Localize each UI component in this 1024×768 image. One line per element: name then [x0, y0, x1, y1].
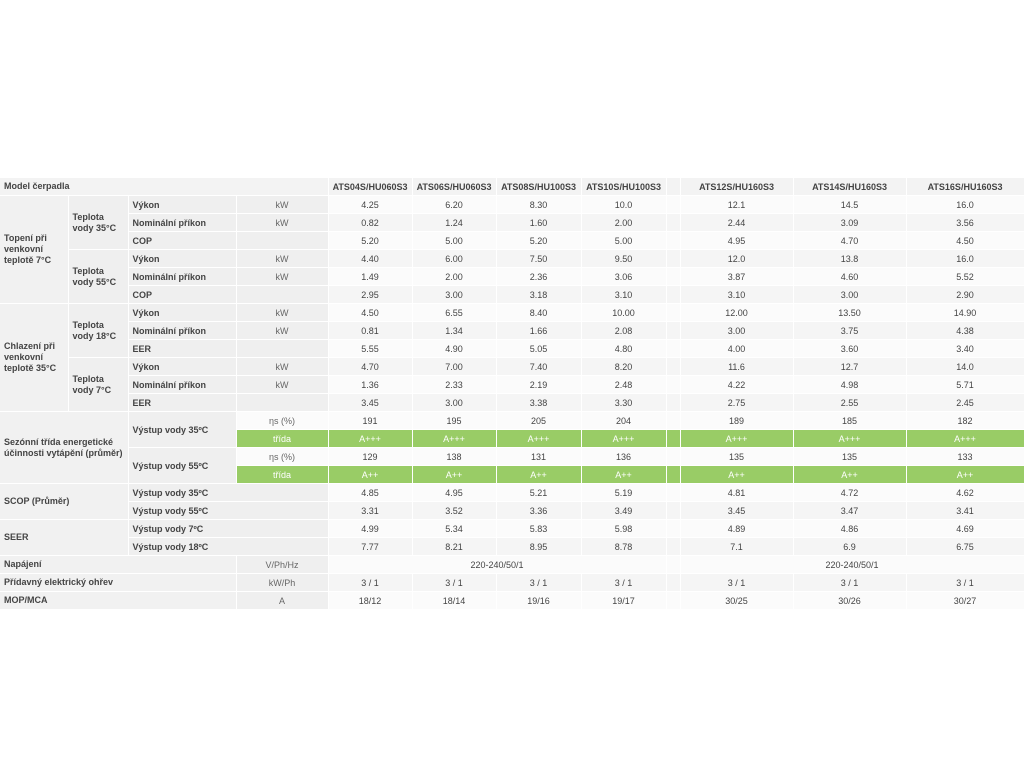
value-cell: A++ — [412, 466, 496, 484]
model-header-label: Model čerpadla — [0, 178, 328, 196]
value-cell: 131 — [496, 448, 581, 466]
value-cell: 2.45 — [906, 394, 1024, 412]
value-cell: 19/17 — [581, 592, 666, 610]
column-gap — [666, 232, 680, 250]
unit-label: kW — [236, 304, 328, 322]
unit-label: kW — [236, 250, 328, 268]
param-label: EER — [128, 340, 236, 358]
value-cell: 1.60 — [496, 214, 581, 232]
table-row — [0, 484, 1024, 502]
value-cell: 1.24 — [412, 214, 496, 232]
water-outlet-label: Výstup vody 35ºC — [128, 412, 236, 448]
unit-label: kW — [236, 196, 328, 214]
value-cell: 6.00 — [412, 250, 496, 268]
efficiency-unit: ηs (%) — [236, 412, 328, 430]
value-cell: 2.75 — [680, 394, 793, 412]
water-temp-label: Teplota vody 18°C — [68, 304, 128, 358]
value-cell: 135 — [680, 448, 793, 466]
value-cell: 5.05 — [496, 340, 581, 358]
value-cell: 4.95 — [412, 484, 496, 502]
unit-label: kW — [236, 358, 328, 376]
value-cell: 182 — [906, 412, 1024, 430]
value-cell: 8.20 — [581, 358, 666, 376]
value-cell: 3.45 — [328, 394, 412, 412]
value-cell: 7.77 — [328, 538, 412, 556]
unit-label: kW — [236, 376, 328, 394]
water-outlet-label: Výstup vody 55ºC — [128, 448, 236, 484]
value-cell: 3.41 — [906, 502, 1024, 520]
spec-table — [0, 178, 1024, 610]
value-cell: 5.00 — [581, 232, 666, 250]
energy-class-label: třída — [236, 430, 328, 448]
value-cell: 5.20 — [328, 232, 412, 250]
column-gap — [666, 412, 680, 430]
table-row — [0, 556, 1024, 574]
value-cell: 3 / 1 — [581, 574, 666, 592]
table-row — [0, 502, 1024, 520]
value-cell: 3.52 — [412, 502, 496, 520]
model-header: ATS14S/HU160S3 — [793, 178, 906, 196]
value-cell: 10.0 — [581, 196, 666, 214]
column-gap — [666, 592, 680, 610]
value-cell: 8.21 — [412, 538, 496, 556]
value-cell: 30/26 — [793, 592, 906, 610]
value-cell: 4.98 — [793, 376, 906, 394]
value-cell: 7.00 — [412, 358, 496, 376]
water-temp-label: Teplota vody 35°C — [68, 196, 128, 250]
value-cell: 3 / 1 — [680, 574, 793, 592]
param-label: Výkon — [128, 250, 236, 268]
heater-label: Přídavný elektrický ohřev — [0, 574, 236, 592]
value-cell: A+++ — [680, 430, 793, 448]
model-header: ATS06S/HU060S3 — [412, 178, 496, 196]
value-cell: 2.08 — [581, 322, 666, 340]
value-cell: 3 / 1 — [328, 574, 412, 592]
param-label: Výkon — [128, 358, 236, 376]
value-cell: 204 — [581, 412, 666, 430]
column-gap — [666, 286, 680, 304]
table-row — [0, 520, 1024, 538]
value-cell: 2.55 — [793, 394, 906, 412]
value-cell: 1.34 — [412, 322, 496, 340]
column-gap — [666, 538, 680, 556]
value-cell: 4.89 — [680, 520, 793, 538]
scop-group-label: SCOP (Průměr) — [0, 484, 128, 520]
value-cell: 4.90 — [412, 340, 496, 358]
value-cell: 3.00 — [412, 394, 496, 412]
value-cell: 4.62 — [906, 484, 1024, 502]
unit-label: kW/Ph — [236, 574, 328, 592]
param-label: Nominální příkon — [128, 322, 236, 340]
column-gap — [666, 376, 680, 394]
value-cell: A+++ — [328, 430, 412, 448]
value-cell: 4.81 — [680, 484, 793, 502]
power-supply-label: Napájení — [0, 556, 236, 574]
power-value-left: 220-240/50/1 — [328, 556, 666, 574]
value-cell: 5.52 — [906, 268, 1024, 286]
column-gap — [666, 250, 680, 268]
efficiency-unit: ηs (%) — [236, 448, 328, 466]
value-cell: 0.82 — [328, 214, 412, 232]
value-cell: 4.70 — [328, 358, 412, 376]
unit-label: kW — [236, 322, 328, 340]
value-cell: 2.00 — [581, 214, 666, 232]
value-cell: 2.95 — [328, 286, 412, 304]
value-cell: 8.78 — [581, 538, 666, 556]
value-cell: 191 — [328, 412, 412, 430]
table-row — [0, 358, 1024, 376]
value-cell: 19/16 — [496, 592, 581, 610]
value-cell: 2.48 — [581, 376, 666, 394]
water-temp-label: Teplota vody 7°C — [68, 358, 128, 412]
unit-label: kW — [236, 268, 328, 286]
column-gap — [666, 178, 680, 196]
unit-label: A — [236, 592, 328, 610]
table-row — [0, 574, 1024, 592]
table-row — [0, 448, 1024, 466]
value-cell: 10.00 — [581, 304, 666, 322]
value-cell: 13.8 — [793, 250, 906, 268]
value-cell: 185 — [793, 412, 906, 430]
power-value-right: 220-240/50/1 — [680, 556, 1024, 574]
value-cell: 3.00 — [412, 286, 496, 304]
unit-label: kW — [236, 214, 328, 232]
column-gap — [666, 466, 680, 484]
value-cell: 1.66 — [496, 322, 581, 340]
value-cell: 2.90 — [906, 286, 1024, 304]
column-gap — [666, 358, 680, 376]
value-cell: 18/12 — [328, 592, 412, 610]
value-cell: A++ — [906, 466, 1024, 484]
table-row — [0, 412, 1024, 430]
value-cell: 3.06 — [581, 268, 666, 286]
model-header: ATS12S/HU160S3 — [680, 178, 793, 196]
value-cell: A+++ — [581, 430, 666, 448]
table-row — [0, 394, 1024, 412]
value-cell: 1.49 — [328, 268, 412, 286]
value-cell: 3.87 — [680, 268, 793, 286]
value-cell: 3.38 — [496, 394, 581, 412]
value-cell: 14.0 — [906, 358, 1024, 376]
column-gap — [666, 394, 680, 412]
value-cell: A++ — [680, 466, 793, 484]
table-row — [0, 286, 1024, 304]
value-cell: 16.0 — [906, 250, 1024, 268]
value-cell: 3.00 — [793, 286, 906, 304]
value-cell: 2.19 — [496, 376, 581, 394]
param-label: Výstup vody 55ºC — [128, 502, 328, 520]
value-cell: 189 — [680, 412, 793, 430]
param-label: Výstup vody 7ºC — [128, 520, 328, 538]
column-gap — [666, 340, 680, 358]
value-cell: 2.44 — [680, 214, 793, 232]
value-cell: A++ — [496, 466, 581, 484]
unit-label — [236, 340, 328, 358]
value-cell: 3.40 — [906, 340, 1024, 358]
value-cell: 7.40 — [496, 358, 581, 376]
column-gap — [666, 322, 680, 340]
value-cell: 3 / 1 — [412, 574, 496, 592]
value-cell: 12.00 — [680, 304, 793, 322]
value-cell: 5.21 — [496, 484, 581, 502]
value-cell: 3.36 — [496, 502, 581, 520]
value-cell: 2.36 — [496, 268, 581, 286]
table-row — [0, 304, 1024, 322]
value-cell: 7.50 — [496, 250, 581, 268]
unit-label — [236, 394, 328, 412]
value-cell: 3.10 — [581, 286, 666, 304]
value-cell: 4.22 — [680, 376, 793, 394]
value-cell: 5.55 — [328, 340, 412, 358]
value-cell: A+++ — [793, 430, 906, 448]
value-cell: 4.40 — [328, 250, 412, 268]
value-cell: 4.50 — [906, 232, 1024, 250]
column-gap — [666, 502, 680, 520]
value-cell: 5.98 — [581, 520, 666, 538]
value-cell: 3 / 1 — [906, 574, 1024, 592]
value-cell: 133 — [906, 448, 1024, 466]
value-cell: 3.56 — [906, 214, 1024, 232]
value-cell: 11.6 — [680, 358, 793, 376]
param-label: Výkon — [128, 304, 236, 322]
value-cell: 3.10 — [680, 286, 793, 304]
param-label: EER — [128, 394, 236, 412]
column-gap — [666, 520, 680, 538]
value-cell: 5.20 — [496, 232, 581, 250]
param-label: Výstup vody 18ºC — [128, 538, 328, 556]
value-cell: 6.20 — [412, 196, 496, 214]
value-cell: 3.75 — [793, 322, 906, 340]
column-gap — [666, 448, 680, 466]
value-cell: 2.33 — [412, 376, 496, 394]
value-cell: 8.40 — [496, 304, 581, 322]
value-cell: 4.85 — [328, 484, 412, 502]
value-cell: 30/27 — [906, 592, 1024, 610]
value-cell: 6.75 — [906, 538, 1024, 556]
value-cell: 3.49 — [581, 502, 666, 520]
value-cell: 5.34 — [412, 520, 496, 538]
value-cell: 3.31 — [328, 502, 412, 520]
value-cell: 8.95 — [496, 538, 581, 556]
value-cell: 6.55 — [412, 304, 496, 322]
value-cell: 3.30 — [581, 394, 666, 412]
table-row — [0, 340, 1024, 358]
unit-label: V/Ph/Hz — [236, 556, 328, 574]
value-cell: 4.86 — [793, 520, 906, 538]
param-label: COP — [128, 232, 236, 250]
value-cell: 5.00 — [412, 232, 496, 250]
value-cell: 4.70 — [793, 232, 906, 250]
model-header: ATS16S/HU160S3 — [906, 178, 1024, 196]
heating-group-label: Topení při venkovní teplotě 7°C — [0, 196, 68, 304]
value-cell: 3 / 1 — [496, 574, 581, 592]
param-label: COP — [128, 286, 236, 304]
column-gap — [666, 574, 680, 592]
value-cell: A+++ — [906, 430, 1024, 448]
value-cell: 3.18 — [496, 286, 581, 304]
model-header: ATS04S/HU060S3 — [328, 178, 412, 196]
value-cell: 4.72 — [793, 484, 906, 502]
value-cell: 4.25 — [328, 196, 412, 214]
cooling-group-label: Chlazení při venkovní teplotě 35°C — [0, 304, 68, 412]
value-cell: 5.83 — [496, 520, 581, 538]
value-cell: A++ — [581, 466, 666, 484]
value-cell: 12.7 — [793, 358, 906, 376]
value-cell: 4.50 — [328, 304, 412, 322]
column-gap — [666, 304, 680, 322]
water-temp-label: Teplota vody 55°C — [68, 250, 128, 304]
table-row — [0, 232, 1024, 250]
param-label: Výkon — [128, 196, 236, 214]
value-cell: 129 — [328, 448, 412, 466]
table-row — [0, 322, 1024, 340]
column-gap — [666, 484, 680, 502]
value-cell: 14.5 — [793, 196, 906, 214]
value-cell: 12.1 — [680, 196, 793, 214]
value-cell: 18/14 — [412, 592, 496, 610]
column-gap — [666, 556, 680, 574]
table-row — [0, 592, 1024, 610]
value-cell: 8.30 — [496, 196, 581, 214]
value-cell: 135 — [793, 448, 906, 466]
column-gap — [666, 268, 680, 286]
value-cell: 4.95 — [680, 232, 793, 250]
table-row — [0, 250, 1024, 268]
value-cell: 4.60 — [793, 268, 906, 286]
table-row — [0, 268, 1024, 286]
param-label: Nominální příkon — [128, 376, 236, 394]
table-row — [0, 376, 1024, 394]
value-cell: 136 — [581, 448, 666, 466]
param-label: Výstup vody 35ºC — [128, 484, 328, 502]
value-cell: 3.09 — [793, 214, 906, 232]
model-header: ATS10S/HU100S3 — [581, 178, 666, 196]
value-cell: 16.0 — [906, 196, 1024, 214]
value-cell: 12.0 — [680, 250, 793, 268]
value-cell: 2.00 — [412, 268, 496, 286]
value-cell: 0.81 — [328, 322, 412, 340]
param-label: Nominální příkon — [128, 268, 236, 286]
seasonal-group-label: Sezónní třída energetické účinnosti vytápění (průměr) — [0, 412, 128, 484]
value-cell: 13.50 — [793, 304, 906, 322]
value-cell: 195 — [412, 412, 496, 430]
value-cell: 4.80 — [581, 340, 666, 358]
value-cell: 14.90 — [906, 304, 1024, 322]
value-cell: 30/25 — [680, 592, 793, 610]
value-cell: 9.50 — [581, 250, 666, 268]
unit-label — [236, 232, 328, 250]
table-row — [0, 538, 1024, 556]
value-cell: 3.47 — [793, 502, 906, 520]
table-row — [0, 214, 1024, 232]
value-cell: 4.00 — [680, 340, 793, 358]
param-label: Nominální příkon — [128, 214, 236, 232]
value-cell: 4.69 — [906, 520, 1024, 538]
seer-group-label: SEER — [0, 520, 128, 556]
model-header: ATS08S/HU100S3 — [496, 178, 581, 196]
value-cell: 3.60 — [793, 340, 906, 358]
value-cell: 6.9 — [793, 538, 906, 556]
energy-class-label: třída — [236, 466, 328, 484]
column-gap — [666, 196, 680, 214]
column-gap — [666, 430, 680, 448]
table-row — [0, 178, 1024, 196]
value-cell: 205 — [496, 412, 581, 430]
value-cell: A+++ — [412, 430, 496, 448]
value-cell: 3.45 — [680, 502, 793, 520]
value-cell: A+++ — [496, 430, 581, 448]
mop-label: MOP/MCA — [0, 592, 236, 610]
value-cell: 3 / 1 — [793, 574, 906, 592]
value-cell: 4.38 — [906, 322, 1024, 340]
value-cell: A++ — [328, 466, 412, 484]
column-gap — [666, 214, 680, 232]
value-cell: 1.36 — [328, 376, 412, 394]
value-cell: 5.19 — [581, 484, 666, 502]
value-cell: 138 — [412, 448, 496, 466]
value-cell: 5.71 — [906, 376, 1024, 394]
value-cell: 3.00 — [680, 322, 793, 340]
unit-label — [236, 286, 328, 304]
value-cell: 7.1 — [680, 538, 793, 556]
value-cell: A++ — [793, 466, 906, 484]
table-row — [0, 196, 1024, 214]
value-cell: 4.99 — [328, 520, 412, 538]
